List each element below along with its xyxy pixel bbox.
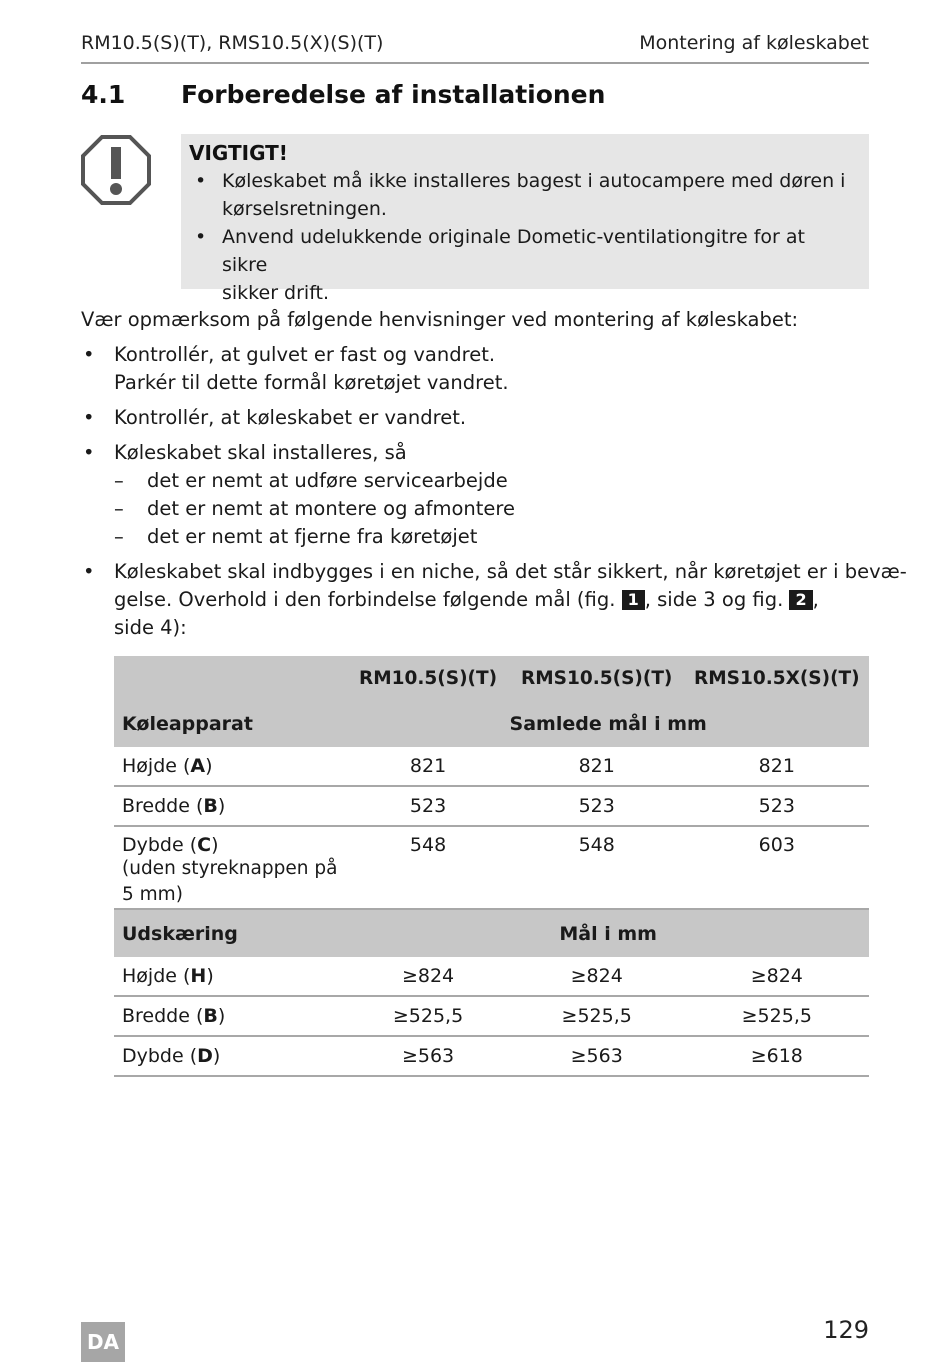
figure-ref-1[interactable]: 1: [622, 590, 645, 610]
row-label-cell: [114, 1036, 347, 1076]
dimension-letter: A: [190, 755, 206, 777]
table-section-header-row: [114, 909, 869, 957]
list-item-line: • Kontrollér, at gulvet er fast og vandret.: [114, 343, 496, 366]
row-label-close: ): [206, 965, 214, 987]
list-item-line: • Køleskabet skal indbygges i en niche, så det står sikkert, når køretøjet er i bevæ-: [114, 560, 907, 583]
value-cell: 821: [347, 747, 508, 786]
list-item-line: Parkér til dette formål køretøjet vandret.: [114, 371, 509, 394]
value-cell: ≥824: [685, 957, 869, 996]
table-row: [114, 786, 869, 826]
table-section-header-row: [114, 701, 869, 747]
row-label-close: ): [212, 1045, 221, 1067]
value-cell: 821: [685, 747, 869, 786]
notice-item-line: • Køleskabet må ikke installeres bagest i autocampere med døren i: [222, 170, 846, 192]
dimension-letter: C: [197, 834, 212, 856]
notice-list: [189, 167, 855, 307]
list-item-line: • Kontrollér, at køleskabet er vandret.: [114, 406, 467, 429]
value-cell: 548: [347, 826, 508, 909]
notice-item-line: kørselsretningen.: [222, 198, 387, 220]
figure-ref-2[interactable]: 2: [789, 590, 812, 610]
dimension-letter: B: [203, 1005, 218, 1027]
dimension-letter: B: [203, 795, 218, 817]
intro-paragraph: Vær opmærksom på følgende henvisninger ved montering af køleskabet:: [81, 308, 799, 331]
section-title: Forberedelse af installationen: [181, 80, 606, 109]
value-cell: 523: [685, 786, 869, 826]
header-model-names: RM10.5(S)(T), RMS10.5(X)(S)(T): [81, 32, 384, 54]
value-cell: ≥618: [685, 1036, 869, 1076]
instruction-list: [81, 341, 907, 649]
list-item: [81, 558, 907, 642]
dimensions-table: [114, 656, 869, 1077]
list-item-line: [114, 586, 869, 614]
list-item: [81, 404, 869, 432]
row-label-cell: [114, 957, 347, 996]
row-label-cell: [114, 996, 347, 1036]
table-row: [114, 826, 869, 909]
page-header: [81, 32, 869, 64]
row-label: Dybde (: [122, 834, 198, 856]
section-unit-cell: Samlede mål i mm: [347, 701, 869, 747]
row-label-close: ): [217, 795, 226, 817]
table-header-cell: [114, 656, 347, 701]
important-notice: [181, 134, 869, 304]
value-cell: ≥525,5: [685, 996, 869, 1036]
sub-list: [114, 467, 869, 551]
row-label-close: ): [205, 755, 213, 777]
value-cell: ≥563: [347, 1036, 508, 1076]
list-item-line: • Køleskabet skal installeres, så: [114, 441, 407, 464]
row-label: Højde (: [122, 965, 191, 987]
notice-item: [189, 223, 855, 307]
row-label: Bredde (: [122, 795, 204, 817]
text-segment: gelse. Overhold i den forbindelse følgende mål (fig.: [114, 588, 616, 611]
value-cell: 523: [347, 786, 508, 826]
model-header-cell: RMS10.5X(S)(T): [685, 656, 869, 701]
dimension-letter: D: [197, 1045, 213, 1067]
value-cell: ≥824: [347, 957, 508, 996]
value-cell: ≥824: [509, 957, 685, 996]
value-cell: ≥525,5: [347, 996, 508, 1036]
value-cell: 548: [509, 826, 685, 909]
notice-item: [189, 167, 855, 223]
list-item: [81, 341, 869, 397]
text-segment: , side 3 og fig.: [644, 588, 784, 611]
table-row: [114, 1036, 869, 1076]
row-label-cell: [114, 826, 347, 909]
value-cell: 821: [509, 747, 685, 786]
row-label: Bredde (: [122, 1005, 204, 1027]
exclamation-octagon-icon: [80, 134, 152, 206]
table-row: [114, 957, 869, 996]
page-number: 129: [823, 1316, 869, 1344]
list-item-line: side 4):: [114, 616, 187, 639]
text-segment: ,: [812, 588, 819, 611]
value-cell: ≥525,5: [509, 996, 685, 1036]
row-label-close: ): [211, 834, 219, 856]
value-cell: ≥563: [509, 1036, 685, 1076]
section-unit-cell: Mål i mm: [347, 909, 869, 957]
header-chapter-title: Montering af køleskabet: [639, 32, 869, 54]
table-model-header-row: [114, 656, 869, 701]
row-label: Højde (: [122, 755, 191, 777]
section-label-cell: Køleapparat: [114, 701, 347, 747]
section-label-cell: Udskæring: [114, 909, 347, 957]
model-header-cell: RMS10.5(S)(T): [509, 656, 685, 701]
sub-list-item: – det er nemt at fjerne fra køretøjet: [114, 523, 869, 551]
table-row: [114, 747, 869, 786]
row-label: Dybde (: [122, 1045, 198, 1067]
language-tab: DA: [81, 1322, 125, 1362]
value-cell: 603: [685, 826, 869, 909]
model-header-cell: RM10.5(S)(T): [347, 656, 508, 701]
notice-title: VIGTIGT!: [189, 141, 288, 165]
row-label-close: ): [217, 1005, 226, 1027]
list-item: [81, 439, 869, 551]
row-label-cell: [114, 786, 347, 826]
row-note: (uden styreknappen på 5 mm): [122, 858, 338, 905]
sub-list-item: – det er nemt at udføre servicearbejde: [114, 467, 869, 495]
dimension-letter: H: [190, 965, 207, 987]
row-label-cell: [114, 747, 347, 786]
value-cell: 523: [509, 786, 685, 826]
section-heading: [81, 80, 605, 109]
notice-item-line: • Anvend udelukkende originale Dometic-ventilationgitre for at sikre: [222, 226, 805, 276]
notice-item-line: sikker drift.: [222, 282, 330, 304]
table-row: [114, 996, 869, 1036]
sub-list-item: – det er nemt at montere og afmontere: [114, 495, 869, 523]
section-number: 4.1: [81, 80, 126, 109]
